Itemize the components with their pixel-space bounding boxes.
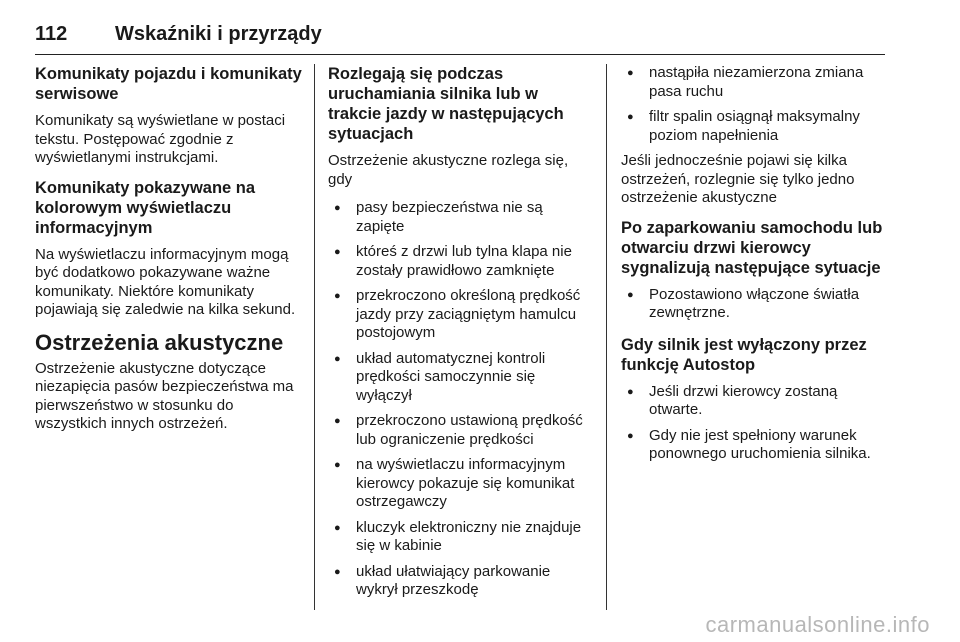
list-item: ● nastąpiła niezamierzona zmiana pasa ruchu [621, 64, 889, 101]
list-item: ● pasy bezpieczeństwa nie są zapięte [328, 199, 594, 236]
autostop-list [621, 383, 889, 464]
list-item: ● przekroczono ustawioną prędkość lub ograniczenie prędkości [328, 412, 594, 449]
list-item: ● filtr spalin osiągnął maksymalny poziom napełnienia [621, 108, 889, 145]
section-heading-autostop: Gdy silnik jest wyłączony przez funkcję Autostop [621, 335, 867, 374]
column-right [621, 64, 889, 471]
list-item: ● Pozostawiono włączone światła zewnętrzne. [621, 286, 889, 323]
watermark: carmanualsonline.info [705, 612, 930, 637]
list-item: ● kluczyk elektroniczny nie znajduje się w kabinie [328, 519, 594, 556]
paragraph-acoustic-warnings: Ostrzeżenie akustyczne dotyczące niezapięcia pasów bezpieczeństwa ma pierwszeństwo w stosunku do wszystkich innych ostrzeżeń. [35, 359, 294, 432]
section-heading-engine-start: Rozlegają się podczas uruchamiania silnika lub w trakcie jazdy w następujących sytuacjach [328, 65, 564, 143]
section-heading-color-display: Komunikaty pokazywane na kolorowym wyświetlaczu informacyjnym [35, 178, 256, 237]
list-item: ● układ ułatwiający parkowanie wykrył przeszkodę [328, 563, 594, 600]
column-divider [314, 64, 315, 610]
list-item: ● Gdy nie jest spełniony warunek ponownego uruchomienia silnika. [621, 427, 889, 464]
paragraph-vehicle-messages: Komunikaty są wyświetlane w postaci tekstu. Postępować zgodnie z wyświetlanymi instrukcjami. [35, 112, 286, 166]
list-item: ● Jeśli drzwi kierowcy zostaną otwarte. [621, 383, 889, 420]
section-title-acoustic-warnings: Ostrzeżenia akustyczne [35, 329, 284, 355]
section-heading-after-parking: Po zaparkowaniu samochodu lub otwarciu drzwi kierowcy sygnalizują następujące sytuacje [621, 218, 883, 277]
page-header [35, 22, 885, 55]
paragraph-color-display: Na wyświetlaczu informacyjnym mogą być dodatkowo pokazywane ważne komunikaty. Niektóre komunikaty pojawiają się zaledwie na kilka sekund. [35, 245, 296, 318]
page-title: Wskaźniki i przyrządy [115, 23, 322, 45]
column-left [35, 64, 303, 444]
list-item: ● przekroczono określoną prędkość jazdy przy zaciągniętym hamulcu postojowym [328, 287, 594, 343]
page-number: 112 [35, 23, 68, 45]
warning-list [328, 199, 594, 600]
column-middle [328, 64, 594, 607]
warning-list-continued [621, 64, 889, 145]
section-heading-vehicle-messages: Komunikaty pojazdu i komunikaty serwisowe [35, 65, 302, 103]
paragraph-multiple-warnings: Jeśli jednocześnie pojawi się kilka ostrzeżeń, rozlegnie się tylko jedno ostrzeżenie akustyczne [621, 152, 855, 206]
paragraph-intro: Ostrzeżenie akustyczne rozlega się, gdy [328, 152, 569, 188]
list-item: ● któreś z drzwi lub tylna klapa nie zostały prawidłowo zamknięte [328, 243, 594, 280]
parked-list [621, 286, 889, 323]
list-item: ● układ automatycznej kontroli prędkości samoczynnie się wyłączył [328, 350, 594, 406]
list-item: ● na wyświetlaczu informacyjnym kierowcy pokazuje się komunikat ostrzegawczy [328, 456, 594, 512]
column-divider [606, 64, 607, 610]
